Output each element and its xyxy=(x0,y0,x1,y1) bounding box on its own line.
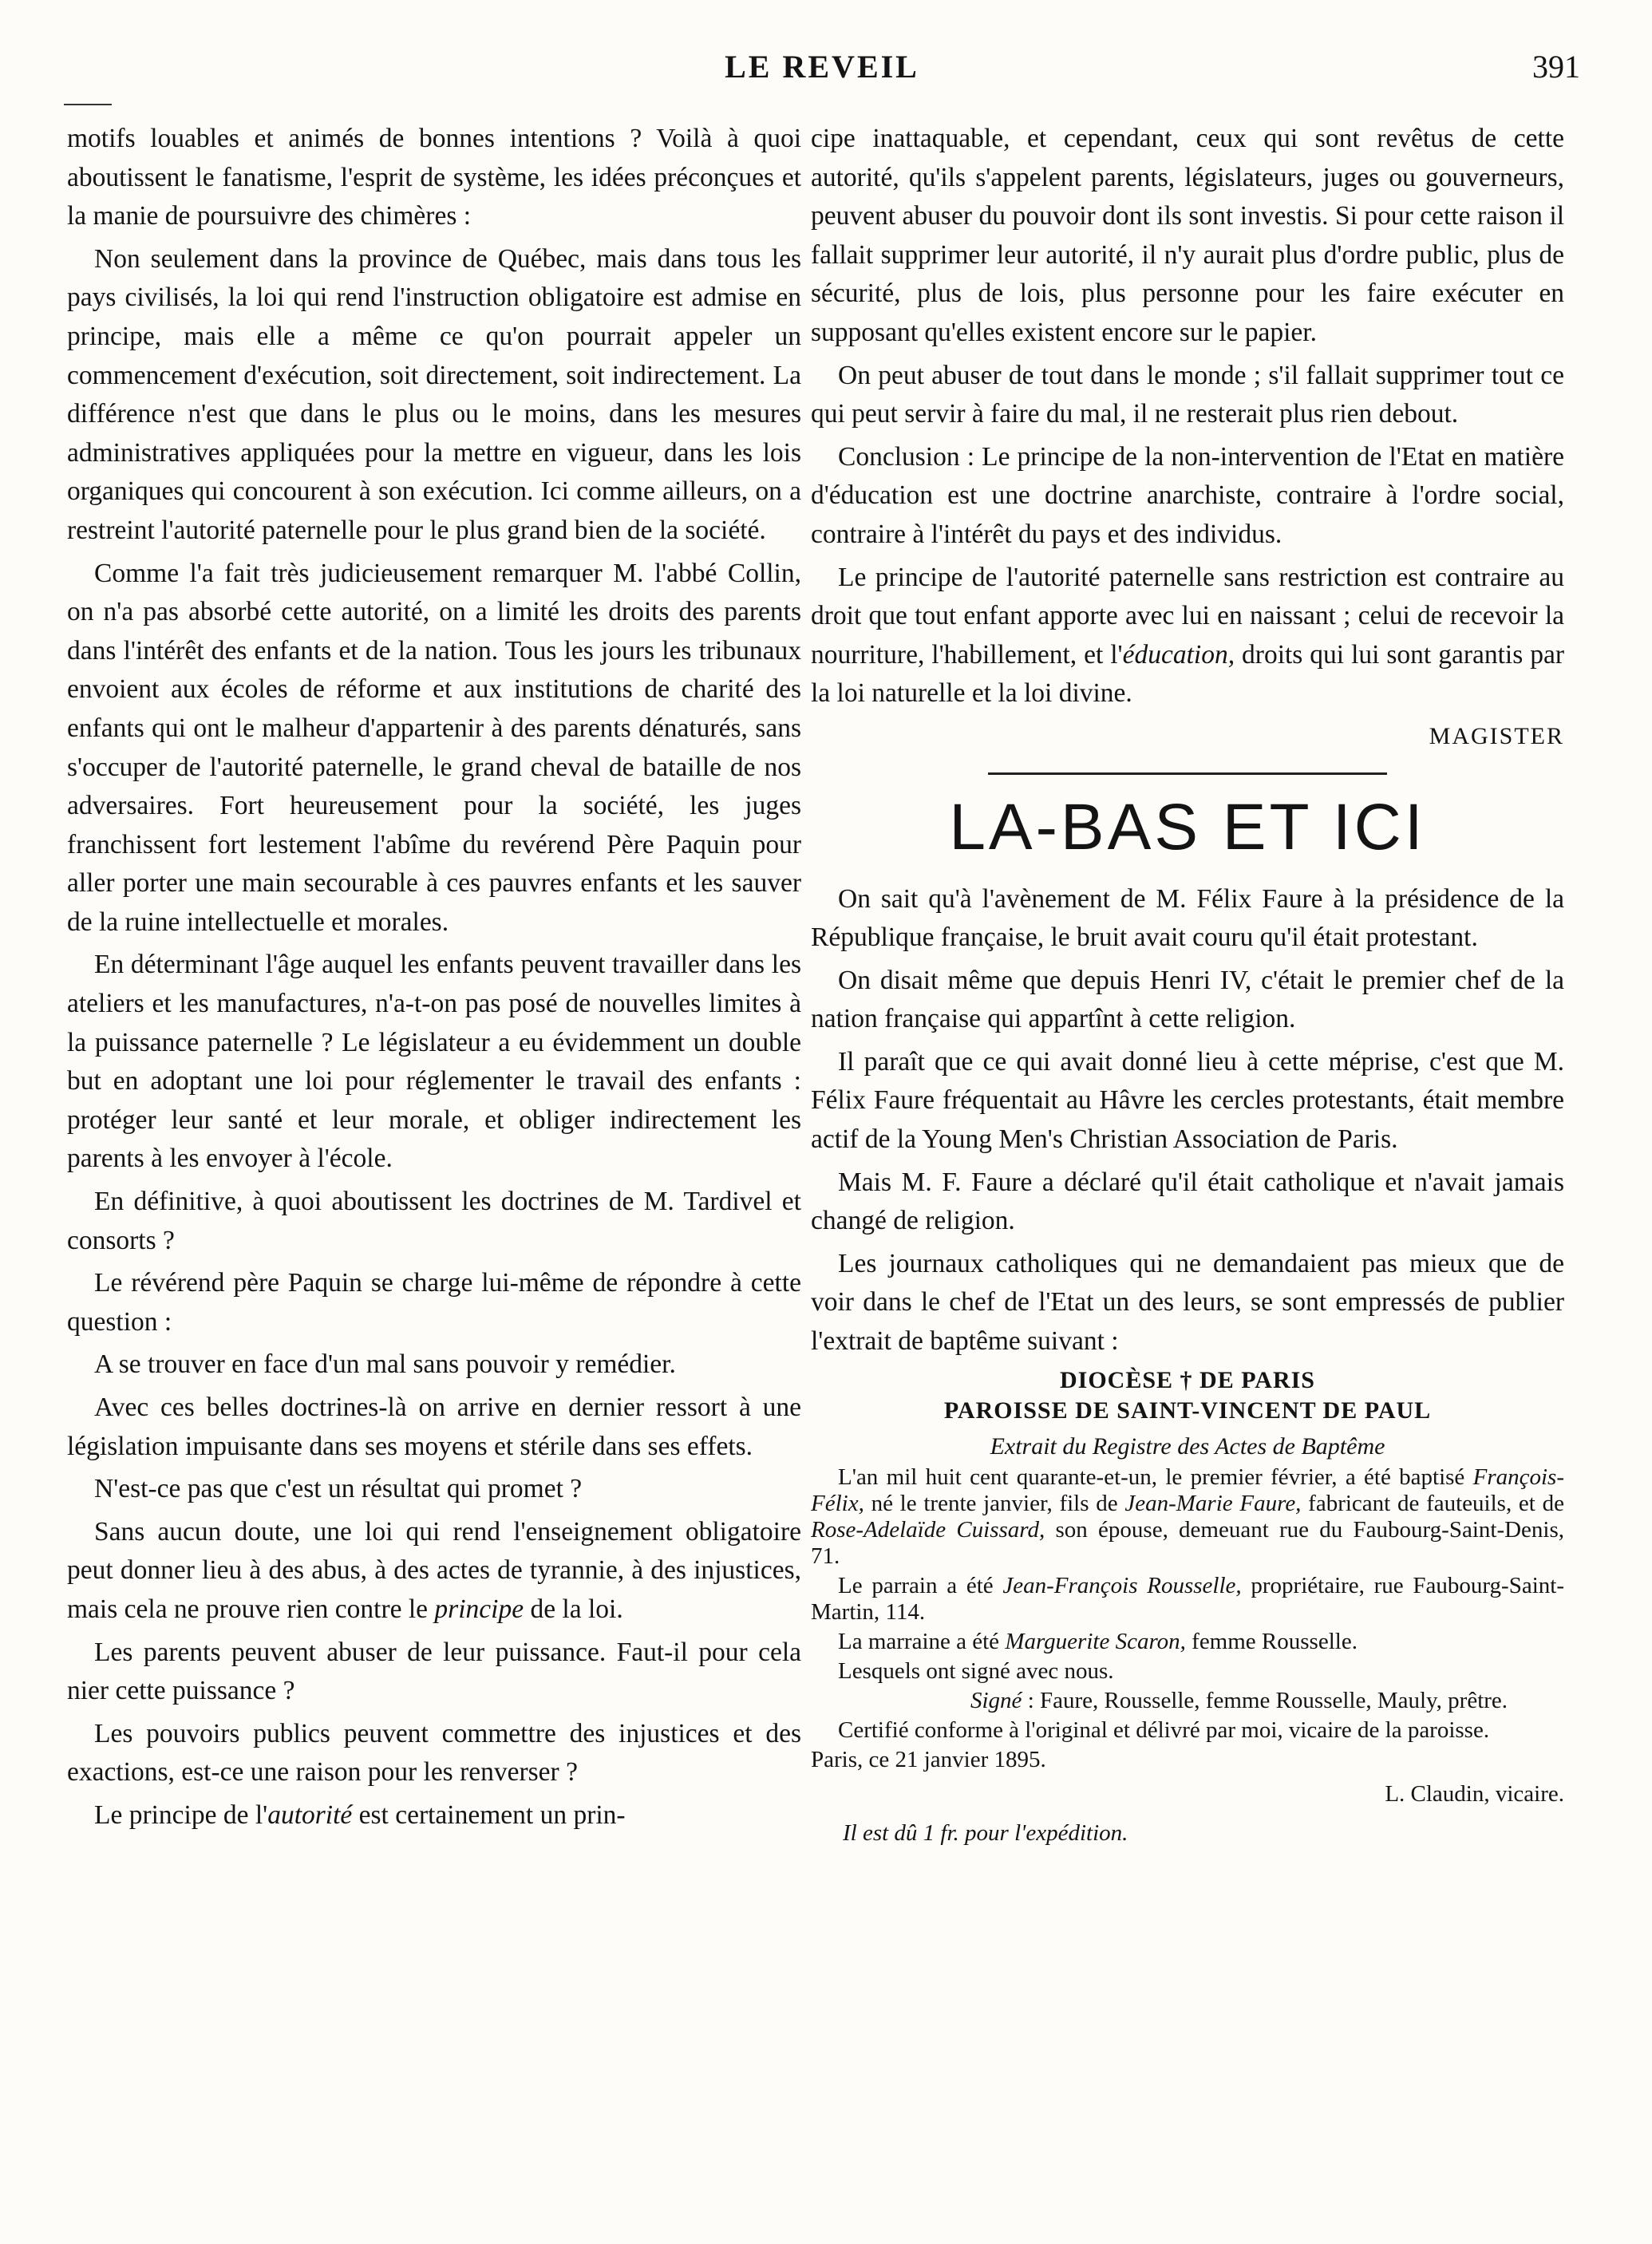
paragraph: On disait même que depuis Henri IV, c'était le premier chef de la nation française qui appartînt à cette religion. xyxy=(811,965,1564,1034)
certificate-text: La marraine a été xyxy=(838,1628,1006,1654)
paragraph: En déterminant l'âge auquel les enfants peuvent travailler dans les ateliers et les manufactures, n'a-t-on pas posé de nouvelles limites à la puissance paternelle ? Le législateur a eu évidemment un double but en adoptant une loi pour réglementer le travail des enfants : protéger leur santé et leur morale, et obliger indirectement les parents à les envoyer à l'école. xyxy=(67,950,801,1174)
register-extract-title: Extrait du Registre des Actes de Baptême xyxy=(990,1432,1385,1460)
paragraph-text: Le principe de l'autorité paternelle sans restriction est contraire au droit que tout enfant apporte avec lui en naissant ; celui de recevoir la nourriture, l'habillement, et l' xyxy=(811,562,1564,670)
paragraph-text: Le principe de l' xyxy=(94,1800,268,1830)
paragraph: Les parents peuvent abuser de leur puissance. Faut-il pour cela nier cette puissance ? xyxy=(67,1637,801,1706)
paragraph: Les pouvoirs publics peuvent commettre des injustices et des exactions, est-ce une raison pour les renverser ? xyxy=(67,1718,801,1788)
paragraph-text: droits qui lui sont garantis par la loi naturelle et la loi divine. xyxy=(811,639,1564,709)
certificate-text: femme Rousselle. xyxy=(1185,1628,1358,1654)
article-title: LA-BAS ET ICI xyxy=(949,790,1426,863)
certificate-text: Le parrain a été xyxy=(838,1572,1003,1598)
paragraph: Non seulement dans la province de Québec, mais dans tous les pays civilisés, la loi qui rend l'instruction obligatoire est admise en principe, mais elle a même ce qu'on pourrait appeler un commencement d'exécution, soit directement, soit indirectement. La différence n'est que dans le plus ou le moins, dans les mesures administratives appliquées pour la mettre en vigueur, dans les lois organiques qui concourent à son exécution. Ici comme ailleurs, on a restreint l'autorité paternelle pour le plus grand bien de la société. xyxy=(67,243,801,545)
author-signature: MAGISTER xyxy=(1429,722,1564,749)
certificate-text: son épouse, demeuant rue du Faubourg-Saint-Denis, 71. xyxy=(811,1516,1565,1569)
certificate-line xyxy=(811,1629,1564,1655)
certificate-line: Certifié conforme à l'original et délivré par moi, vicaire de la paroisse. xyxy=(838,1717,1490,1743)
header-rule xyxy=(64,104,112,105)
emphasis: François-Félix, xyxy=(811,1464,1564,1516)
paragraph-text: est certainement un prin- xyxy=(352,1800,626,1830)
certificate-text: L'an mil huit cent quarante-et-un, le premier février, a été baptisé xyxy=(838,1464,1473,1490)
paragraph: motifs louables et animés de bonnes intentions ? Voilà à quoi aboutissent le fanatisme, l'esprit de système, les idées préconçues et la manie de poursuivre des chimères : xyxy=(67,124,801,231)
certificate-text: propriétaire, rue Faubourg-Saint-Martin, 114. xyxy=(811,1572,1564,1625)
baptism-certificate xyxy=(811,1365,1564,1849)
paragraph: Mais M. F. Faure a déclaré qu'il était catholique et n'avait jamais changé de religion. xyxy=(811,1167,1564,1236)
diocese-heading: DIOCÈSE † DE PARIS xyxy=(1059,1366,1315,1393)
paragraph: En définitive, à quoi aboutissent les doctrines de M. Tardivel et consorts ? xyxy=(67,1187,801,1255)
certificate-line: Lesquels ont signé avec nous. xyxy=(838,1657,1114,1684)
emphasis: Jean-François Rousselle, xyxy=(1002,1572,1242,1598)
paragraph: N'est-ce pas que c'est un résultat qui promet ? xyxy=(94,1474,583,1504)
paragraph: Il paraît que ce qui avait donné lieu à cette méprise, c'est que M. Félix Faure fréquentait au Hâvre les cercles protestants, était membre actif de la Young Men's Christian Association de Paris. xyxy=(811,1046,1564,1155)
paragraph: Le révérend père Paquin se charge lui-même de répondre à cette question : xyxy=(67,1268,801,1337)
paragraph: cipe inattaquable, et cependant, ceux qui sont revêtus de cette autorité, qu'ils s'appelent parents, législateurs, juges ou gouverneurs, peuvent abuser du pouvoir dont ils sont investis. Si pour cette raison il fallait supprimer leur autorité, il n'y aurait plus d'ordre public, plus de sécurité, plus de lois, plus personne pour les faire exécuter en supposant qu'elles existent encore sur le papier. xyxy=(811,124,1564,347)
emphasis: principe xyxy=(434,1594,524,1624)
paragraph: Avec ces belles doctrines-là on arrive en dernier ressort à une législation impuisante dans ses moyens et stérile dans ses effets. xyxy=(67,1393,801,1461)
emphasis: Marguerite Scaron, xyxy=(1005,1628,1186,1654)
paragraph: On sait qu'à l'avènement de M. Félix Faure à la présidence de la République française, le bruit avait couru qu'il était protestant. xyxy=(811,883,1564,953)
fee-note: Il est dû 1 fr. pour l'expédition. xyxy=(843,1819,1128,1846)
emphasis: éducation, xyxy=(1122,639,1235,670)
article-divider xyxy=(988,772,1387,775)
certificate-text: né le trente janvier, fils de xyxy=(864,1490,1125,1516)
certificate-signatures xyxy=(811,1688,1564,1714)
paragraph: Comme l'a fait très judicieusement remarquer M. l'abbé Collin, on n'a pas absorbé cette autorité, on a limité les droits des parents dans l'intérêt des enfants et de la nation. Tous les jours les tribunaux envoient aux écoles de réforme et aux institutions de charité des enfants qui ont le malheur d'appartenir à des parents dénaturés, sans s'occuper de l'autorité paternelle, le grand cheval de bataille de nos adversaires. Fort heureusement pour la société, les juges franchissent fort lestement l'abîme du revérend Père Paquin pour aller porter une main secourable à ces pauvres enfants et les sauver de la ruine intellectuelle et morales. xyxy=(67,558,801,937)
certificate-date: Paris, ce 21 janvier 1895. xyxy=(811,1746,1046,1772)
certificate-line xyxy=(811,1573,1564,1626)
paragraph: Les journaux catholiques qui ne demandaient pas mieux que de voir dans le chef de l'Etat un des leurs, se sont empressés de publier l'extrait de baptême suivant : xyxy=(811,1248,1564,1357)
certificate-text: fabricant de fauteuils, et de xyxy=(1301,1490,1564,1516)
paragraph: Conclusion : Le principe de la non-intervention de l'Etat en matière d'éducation est une doctrine anarchiste, contraire à l'ordre social, contraire à l'intérêt du pays et des individus. xyxy=(811,441,1564,549)
certificate-text: : Faure, Rousselle, femme Rousselle, Mauly, prêtre. xyxy=(1022,1687,1508,1713)
page-number: 391 xyxy=(1532,49,1580,85)
paragraph: On peut abuser de tout dans le monde ; s'il fallait supprimer tout ce qui peut servir à faire du mal, il ne resterait plus rien debout. xyxy=(811,360,1564,429)
left-column xyxy=(67,120,801,1839)
paragraph: A se trouver en face d'un mal sans pouvoir y remédier. xyxy=(94,1349,676,1380)
paragraph-text: de la loi. xyxy=(524,1594,623,1624)
page-header xyxy=(64,35,1580,91)
emphasis: Signé xyxy=(970,1687,1022,1713)
paragraph xyxy=(811,559,1564,713)
emphasis: Jean-Marie Faure, xyxy=(1124,1490,1302,1516)
paragraph xyxy=(67,1513,801,1630)
vicar-signature: L. Claudin, vicaire. xyxy=(1385,1780,1564,1807)
right-column xyxy=(811,120,1564,1849)
emphasis: Rose-Adelaïde Cuissard, xyxy=(811,1516,1045,1543)
journal-title: LE REVEIL xyxy=(725,49,919,85)
paragraph xyxy=(67,1796,801,1835)
certificate-line xyxy=(811,1464,1564,1570)
paragraph-text: Sans aucun doute, une loi qui rend l'enseignement obligatoire peut donner lieu à des abus, à des actes de tyrannie, à des injustices, mais cela ne prouve rien contre le xyxy=(67,1516,801,1624)
parish-heading: PAROISSE DE SAINT-VINCENT DE PAUL xyxy=(943,1397,1432,1424)
emphasis: autorité xyxy=(267,1800,353,1830)
